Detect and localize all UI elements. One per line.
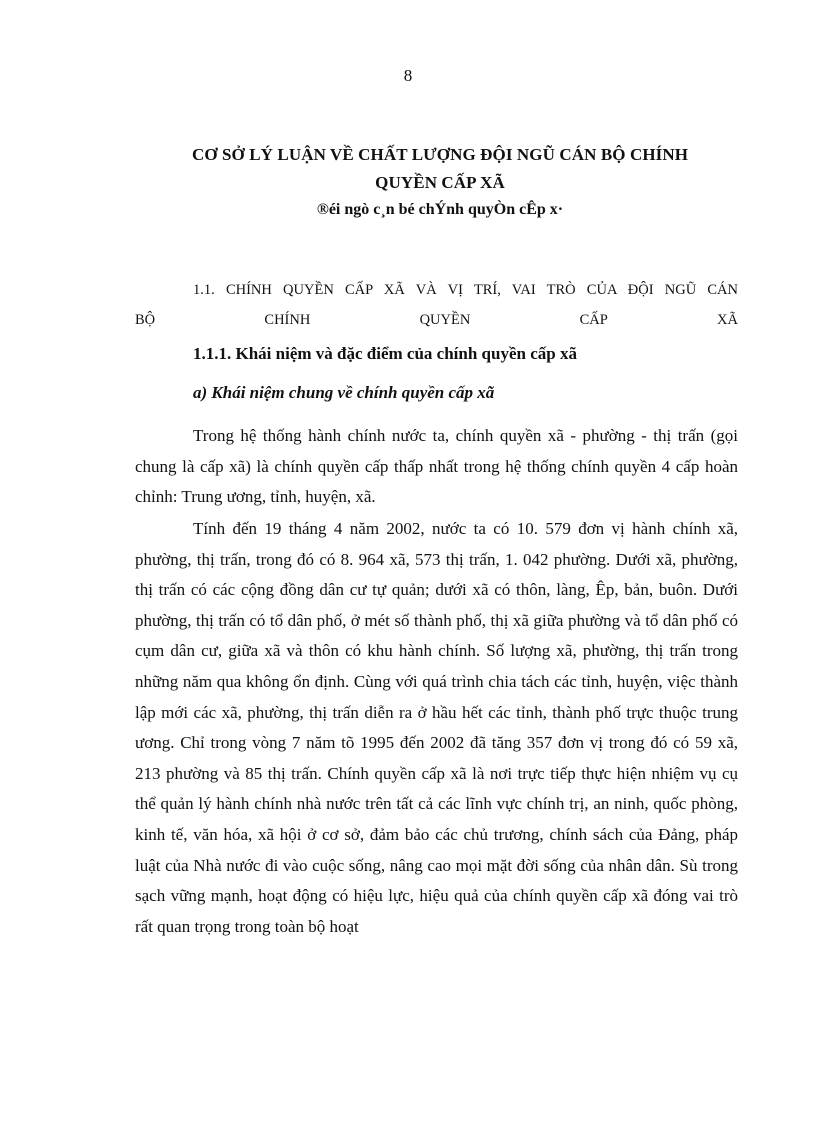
section-heading-word: BỘ: [135, 312, 156, 328]
chapter-title-line-2: QUYỀN CẤP XÃ: [375, 173, 505, 192]
section-heading-word: CHÍNH: [264, 312, 311, 328]
chapter-title-line-1: CƠ SỞ LÝ LUẬN VỀ CHẤT LƯỢNG ĐỘI NGŨ CÁN BỘ CHÍNH: [191, 145, 689, 164]
subsection-heading: 1.1.1. Khái niệm và đặc điểm của chính quyền cấp xã: [193, 344, 577, 363]
section-heading-line-1: 1.1. CHÍNH QUYỀN CẤP XÃ VÀ VỊ TRÍ, VAI TRÒ CỦA ĐỘI NGŨ CÁN: [193, 282, 738, 298]
section-heading-line-2: [135, 312, 738, 329]
section-heading-word: XÃ: [717, 312, 738, 328]
body-paragraph-2: Tính đến 19 tháng 4 năm 2002, nước ta có 10. 579 đơn vị hành chính xã, phường, thị trấn, trong đó có 8. 964 xã, 573 thị trấn, 1. 042 phường. Dưới xã, phường, thị trấn có các cộng đồng dân cư tự quản; dưới xã có thôn, làng, Êp, bản, buôn. Dưới phường, thị trấn có tổ dân phố, ở mét số thành phố, thị xã giữa phường và tổ dân phố có cụm dân cư, giữa xã và thôn có khu hành chính. Số lượng xã, phường, thị trấn trong những năm qua không ổn định. Cùng với quá trình chia tách các tỉnh, huyện, việc thành lập mới các xã, phường, thị trấn diễn ra ở hầu hết các tỉnh, thành phố trực thuộc trung ương. Chỉ trong vòng 7 năm tõ 1995 đến 2002 đã tăng 357 đơn vị trong đó có 59 xã, 213 phường và 85 thị trấn. Chính quyền cấp xã là nơi trực tiếp thực hiện nhiệm vụ cụ thể quản lý hành chính nhà nước trên tất cả các lĩnh vực chính trị, an ninh, quốc phòng, kinh tế, văn hóa, xã hội ở cơ sở, đảm bảo các chủ trương, chính sách của Đảng, pháp luật của Nhà nước đi vào cuộc sống, nâng cao mọi mặt đời sống của nhân dân. Sù trong sạch vững mạnh, hoạt động có hiệu lực, hiệu quả của chính quyền cấp xã đóng vai trò rất quan trọng trong toàn bộ hoạt: [135, 519, 738, 936]
chapter-title-line-3: ®éi ngò c¸n bé chÝnh quyÒn cÊp x·: [316, 201, 564, 218]
section-heading-word: QUYỀN: [419, 312, 471, 328]
page-number: 8: [403, 66, 413, 85]
body-paragraph-1: Trong hệ thống hành chính nước ta, chính quyền xã - phường - thị trấn (gọi chung là cấp xã) là chính quyền cấp thấp nhất trong hệ thống chính quyền 4 cấp hoàn chỉnh: Trung ương, tỉnh, huyện, xã.: [135, 426, 738, 507]
subsubsection-heading: a) Khái niệm chung về chính quyền cấp xã: [193, 383, 495, 402]
section-heading-word: CẤP: [579, 312, 608, 328]
